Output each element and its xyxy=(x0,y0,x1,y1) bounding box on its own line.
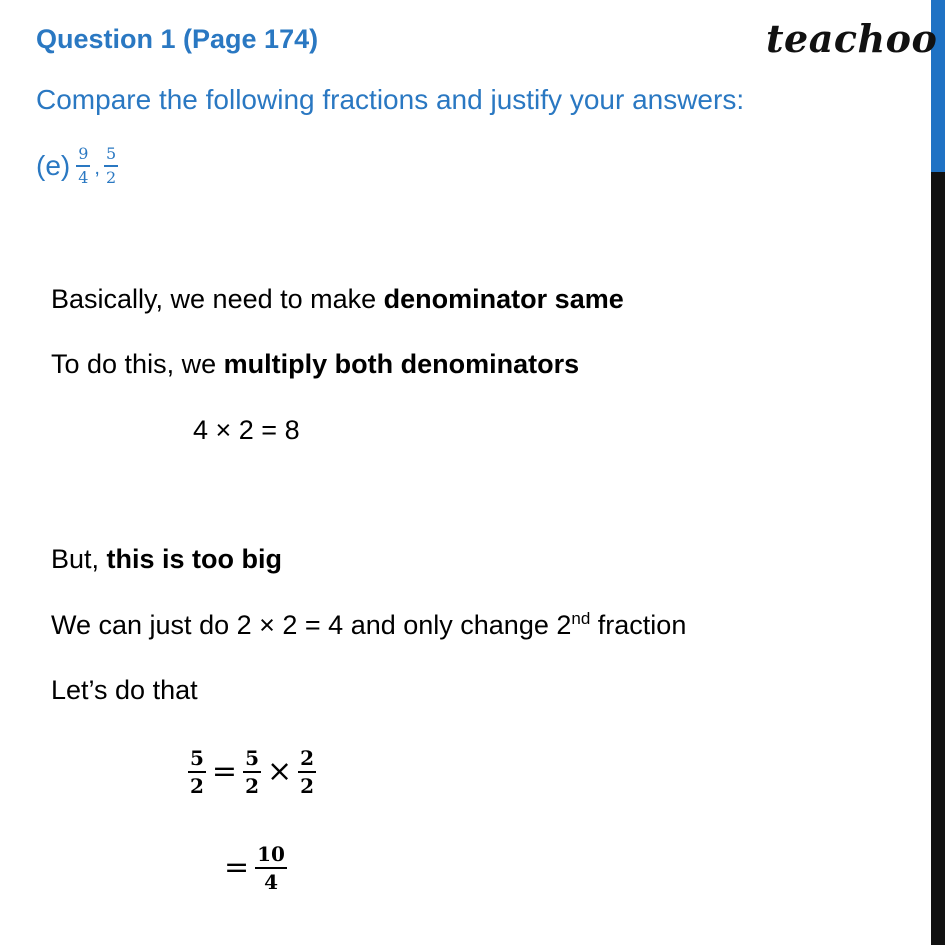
part-label: (e) xyxy=(36,149,71,181)
fraction-bar xyxy=(188,771,206,773)
fraction-bar xyxy=(76,165,90,167)
fraction-numerator: 10 xyxy=(257,842,285,866)
line-bold-text: multiply both denominators xyxy=(223,349,580,379)
fraction-numerator: 5 xyxy=(190,746,204,770)
fraction-result xyxy=(255,844,287,892)
line-bold-text: this is too big xyxy=(106,544,283,574)
fraction-denominator: 2 xyxy=(190,773,204,798)
fraction-lhs xyxy=(188,748,206,796)
teachoo-logo: teachoo xyxy=(766,16,938,61)
ordinal-superscript: nd xyxy=(571,609,591,628)
fraction-numerator: 2 xyxy=(300,746,315,770)
fraction-bar xyxy=(298,771,316,773)
fraction-bar xyxy=(255,867,287,869)
line-text: To do this, we xyxy=(51,349,224,379)
fraction-denominator: 2 xyxy=(300,773,315,798)
line-text: We can just do 2 × 2 = 4 and only change 2 xyxy=(51,610,572,640)
equals-sign: = xyxy=(211,754,238,790)
line-text: Basically, we need to make xyxy=(51,284,384,314)
fraction-bar xyxy=(104,165,118,167)
times-sign: × xyxy=(266,754,293,790)
fraction-denominator: 2 xyxy=(105,167,117,187)
equals-sign: = xyxy=(224,850,250,886)
solution-line-3: 4 × 2 = 8 xyxy=(193,415,300,445)
fraction-numerator: 5 xyxy=(105,144,117,163)
solution-line-1 xyxy=(51,284,624,315)
question-prompt: Compare the following fractions and justify your answers: xyxy=(36,84,745,115)
fraction-a xyxy=(243,748,261,796)
fraction-bar xyxy=(243,771,261,773)
fraction-denominator: 4 xyxy=(78,167,89,187)
fraction-5-2 xyxy=(104,146,118,186)
fraction-denominator: 2 xyxy=(245,773,259,798)
question-part-e xyxy=(36,146,118,186)
solution-line-6: Let’s do that xyxy=(51,675,198,705)
fraction-denominator: 4 xyxy=(264,869,279,894)
fraction-numerator: 9 xyxy=(78,144,89,163)
line-text: But, xyxy=(51,544,107,574)
fraction-9-4 xyxy=(76,146,90,186)
fraction-separator: , xyxy=(94,156,100,179)
solution-line-2 xyxy=(51,349,579,380)
line-bold-text: denominator same xyxy=(383,284,624,314)
equation-1 xyxy=(188,748,316,796)
question-title: Question 1 (Page 174) xyxy=(36,24,319,54)
solution-line-4 xyxy=(51,544,282,575)
fraction-b xyxy=(298,748,316,796)
equation-2 xyxy=(218,844,287,892)
fraction-numerator: 5 xyxy=(245,746,259,770)
solution-line-5 xyxy=(51,610,686,641)
line-text-after: fraction xyxy=(590,610,687,640)
